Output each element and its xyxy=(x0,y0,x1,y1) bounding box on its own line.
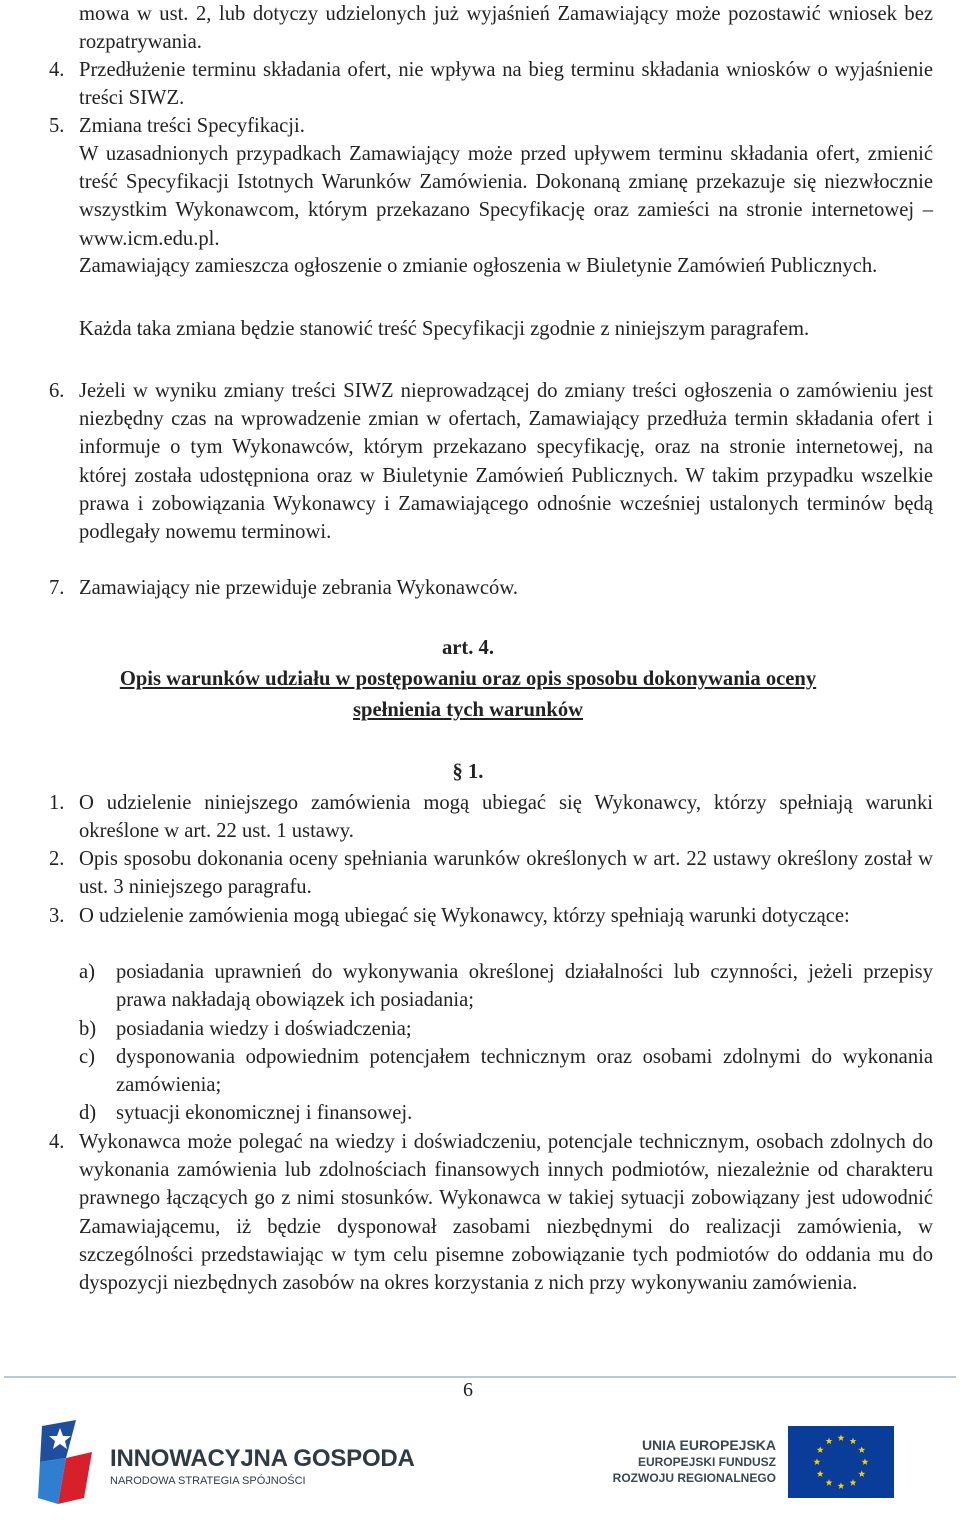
list-item-text: Zamawiający nie przewiduje zebrania Wykonawców. xyxy=(79,577,519,599)
subitem-b xyxy=(79,1015,933,1043)
eu-fund-text xyxy=(613,1436,776,1486)
logo-left-subtitle: NARODOWA STRATEGIA SPÓJNOŚCI xyxy=(110,1475,306,1487)
subitem-text: sytuacji ekonomicznej i finansowej. xyxy=(116,1102,413,1124)
subitem-c xyxy=(79,1043,933,1099)
list-item-text: Wykonawca może polegać na wiedzy i doświadczeniu, potencjale technicznym, osobach zdolnych do wykonania zamówienia lub zdolnościach finansowych innych podmiotów, niezależnie od charakteru prawnego łączących go z nimi stosunków. Wykonawca w takiej sytuacji zobowiązany jest udowodnić Zamawiającemu, iż będzie dysponował zasobami niezbędnymi do realizacji zamówienia, w szczególności przedstawiając w tym celu pisemne zobowiązanie tych podmiotów do oddania mu do dyspozycji niezbędnych zasobów na okres korzystania z nich przy wykonywaniu zamówienia. xyxy=(79,1131,933,1295)
article-title-line-2: spełnienia tych warunków xyxy=(352,699,583,721)
subitem-letter: d) xyxy=(79,1102,97,1124)
subitem-text: posiadania wiedzy i doświadczenia; xyxy=(116,1018,412,1040)
continuation-paragraph: mowa w ust. 2, lub dotyczy udzielonych już wyjaśnień Zamawiający może pozostawić wniosek bez rozpatrywania. xyxy=(79,3,933,54)
list-item-text: Przedłużenie terminu składania ofert, nie wpływa na bieg terminu składania wniosków o wyjaśnienie treści SIWZ. xyxy=(79,59,933,110)
item5-paragraph-2: Zamawiający zamieszcza ogłoszenie o zmianie ogłoszenia w Biuletynie Zamówień Publicznych. xyxy=(79,255,878,277)
subitem-text: dysponowania odpowiednim potencjałem technicznym oraz osobami zdolnymi do wykonania zamówienia; xyxy=(116,1046,933,1097)
subitem-text: posiadania uprawnień do wykonywania określonej działalności lub czynności, jeżeli przepisy prawa nakładają obowiązek ich posiadania; xyxy=(116,961,933,1012)
section-item-1 xyxy=(49,789,933,845)
list-item-text: O udzielenie zamówienia mogą ubiegać się Wykonawcy, którzy spełniają warunki dotyczące: xyxy=(79,905,850,927)
subitem-letter: b) xyxy=(79,1018,97,1040)
page-number: 6 xyxy=(463,1379,473,1401)
subitem-letter: c) xyxy=(79,1046,95,1068)
section-item-3 xyxy=(49,902,933,930)
list-item-text: Jeżeli w wyniku zmiany treści SIWZ nieprowadzącej do zmiany treści ogłoszenia o zamówieniu jest niezbędny czas na wprowadzenie zmian w ofertach, Zamawiający przedłuża termin składania ofert i informuje o tym Wykonawców, którym przekazano specyfikację, oraz na stronie internetowej, na której została udostępniona oraz w Biuletynie Zamówień Publicznych. W takim przypadku wszelkie prawa i zobowiązania Wykonawcy i Zamawiającego odnośnie wcześniej ustalonych terminów będą podlegały nowemu terminowi. xyxy=(79,380,933,544)
eu-fund-logo xyxy=(612,1426,894,1500)
item5-paragraph-3: Każda taka zmiana będzie stanowić treść Specyfikacji zgodnie z niniejszym paragrafem. xyxy=(79,318,810,340)
list-item-4 xyxy=(49,56,933,112)
list-item-7 xyxy=(49,574,933,602)
section-item-4 xyxy=(49,1128,933,1297)
list-item-number: 2. xyxy=(49,848,65,870)
section-sign: § 1. xyxy=(452,761,484,783)
item5-paragraph-1: W uzasadnionych przypadkach Zamawiający może przed upływem terminu składania ofert, zmienić treść Specyfikacji Istotnych Warunków Zamówienia. Dokonaną zmianę przekazuje się niezwłocznie wszystkim Wykonawcom, którym przekazano Specyfikację oraz zamieści na stronie internetowej – www.icm.edu.pl. xyxy=(79,143,933,250)
list-item-text: Opis sposobu dokonania oceny spełniania warunków określonych w art. 22 ustawy określony został w ust. 3 niniejszego paragrafu. xyxy=(79,848,933,899)
eu-line-2: EUROPEJSKI FUNDUSZ xyxy=(637,1455,776,1469)
list-item-number: 4. xyxy=(49,59,65,81)
list-item-6 xyxy=(49,377,933,546)
list-item-text: Zmiana treści Specyfikacji. xyxy=(79,115,305,137)
eu-line-3: ROZWOJU REGIONALNEGO xyxy=(612,1471,776,1485)
eu-line-1: UNIA EUROPEJSKA xyxy=(641,1437,776,1453)
list-item-number: 3. xyxy=(49,905,65,927)
innowacyjna-gospodarka-mark-icon xyxy=(36,1418,96,1508)
article-title-line-1: Opis warunków udziału w postępowaniu oraz opis sposobu dokonywania oceny xyxy=(119,668,817,690)
eu-flag-icon xyxy=(788,1426,894,1498)
section-item-2 xyxy=(49,845,933,901)
innowacyjna-gospodarka-logo xyxy=(36,1418,415,1510)
list-item-number: 1. xyxy=(49,792,65,814)
list-item-number: 4. xyxy=(49,1131,65,1153)
list-item-5 xyxy=(49,112,933,140)
logo-left-title: INNOWACYJNA GOSPODA xyxy=(110,1445,415,1472)
article-number: art. 4. xyxy=(441,637,495,659)
list-item-text: O udzielenie niniejszego zamówienia mogą ubiegać się Wykonawcy, którzy spełniają warunki określone w art. 22 ust. 1 ustawy. xyxy=(79,792,933,843)
subitem-a xyxy=(79,958,933,1014)
list-item-number: 7. xyxy=(49,577,65,599)
list-item-number: 6. xyxy=(49,380,65,402)
list-item-number: 5. xyxy=(49,115,65,137)
subitem-letter: a) xyxy=(79,961,95,983)
subitem-d xyxy=(79,1099,933,1127)
